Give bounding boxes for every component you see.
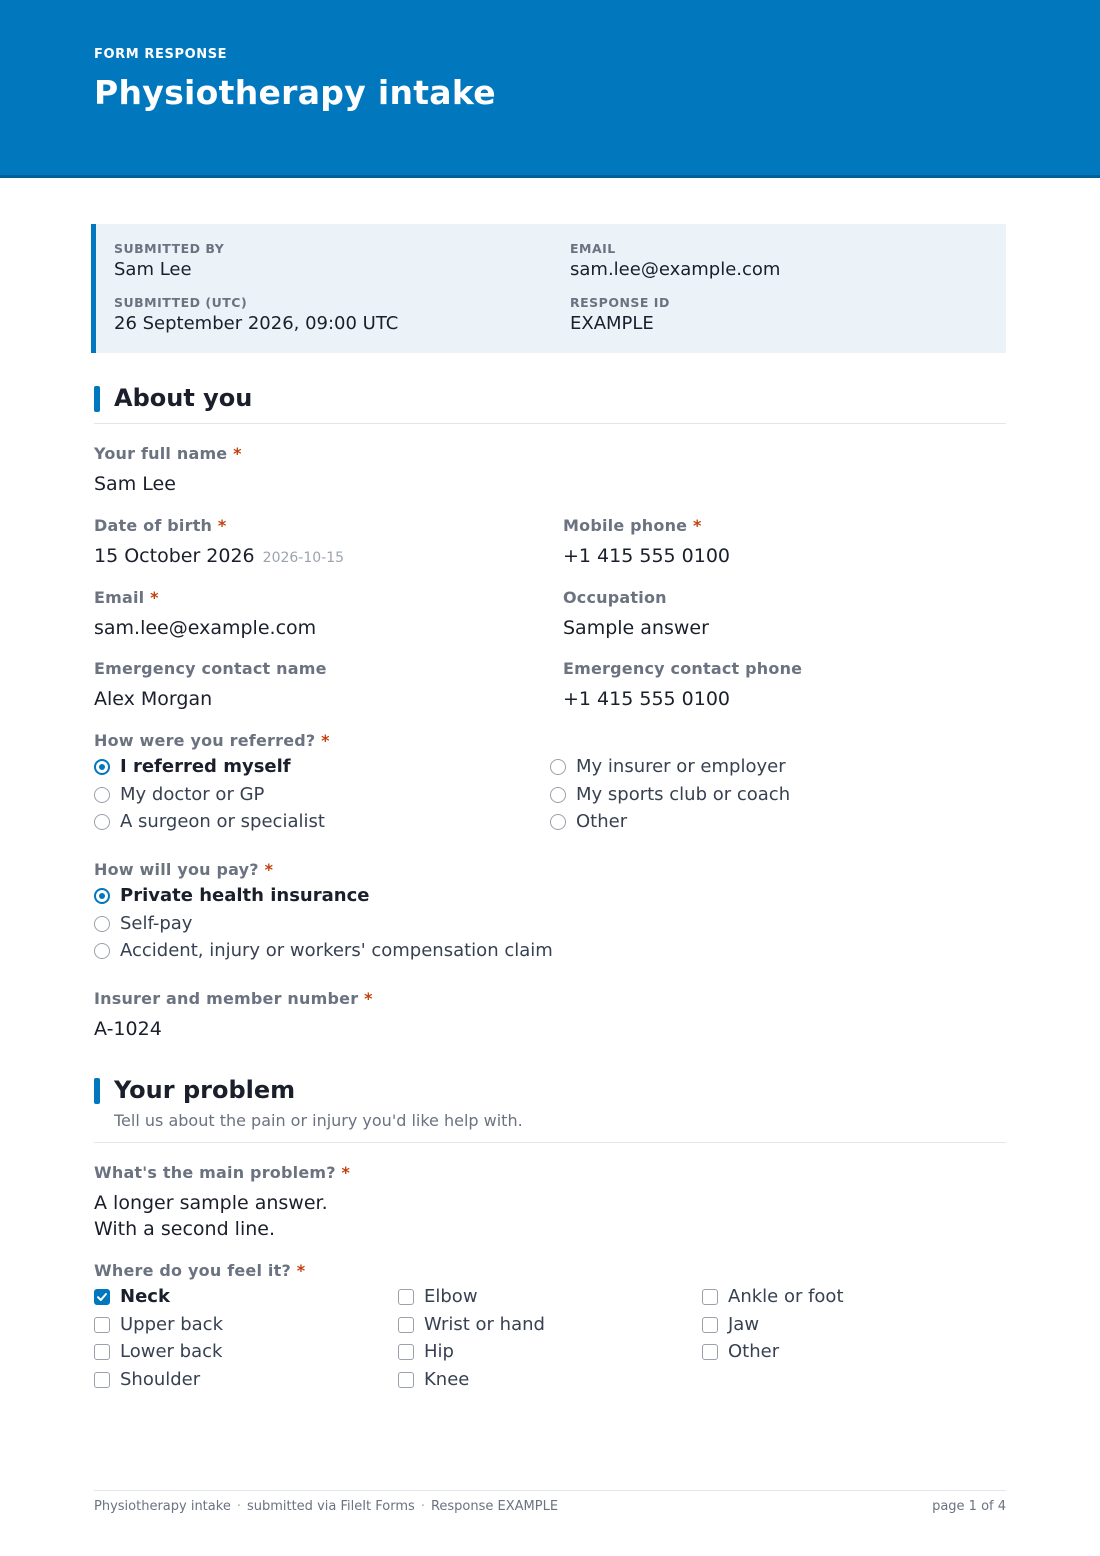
field-label: Emergency contact name — [94, 659, 327, 678]
checkbox-empty-icon — [398, 1289, 414, 1305]
meta-value: 26 September 2026, 09:00 UTC — [114, 313, 399, 334]
submission-meta-panel — [91, 224, 1006, 353]
checkbox-empty-icon — [398, 1372, 414, 1388]
checkbox-option-neck[interactable]: Neck — [94, 1286, 170, 1307]
field-label: Occupation — [563, 588, 667, 607]
section-title: About you — [114, 384, 253, 412]
field-pain-location — [94, 1261, 305, 1280]
separator-dot: · — [236, 1499, 241, 1514]
field-label: Email * — [94, 588, 159, 607]
footer-form-name: Physiotherapy intake — [94, 1499, 231, 1514]
section-description: Tell us about the pain or injury you'd like help with. — [114, 1111, 523, 1130]
meta-label: SUBMITTED BY — [114, 241, 225, 256]
field-label: How will you pay? * — [94, 860, 274, 879]
checkbox-checked-icon — [94, 1289, 110, 1305]
required-marker: * — [321, 731, 330, 750]
field-value: sam.lee@example.com — [94, 617, 317, 639]
required-marker: * — [341, 1163, 351, 1182]
meta-label: RESPONSE ID — [570, 295, 670, 310]
field-email — [94, 588, 316, 641]
checkbox-option-elbow[interactable]: Elbow — [398, 1286, 478, 1307]
field-emergency-contact-name — [94, 659, 327, 712]
meta-value: sam.lee@example.com — [570, 259, 781, 280]
field-value: Sample answer — [563, 617, 709, 639]
meta-response-id — [570, 295, 670, 334]
section-accent-bar — [94, 386, 100, 412]
required-marker: * — [296, 1261, 306, 1280]
header-eyebrow: FORM RESPONSE — [94, 47, 228, 62]
radio-selected-icon — [94, 759, 110, 775]
meta-submitted-utc — [114, 295, 398, 334]
field-occupation — [563, 588, 709, 641]
field-value: A-1024 — [94, 1018, 162, 1040]
footer-via: submitted via FileIt Forms — [246, 1499, 415, 1514]
radio-option-sports-club[interactable]: My sports club or coach — [550, 784, 790, 805]
section-title: Your problem — [114, 1076, 296, 1104]
field-mobile-phone — [563, 516, 730, 569]
radio-empty-icon — [550, 787, 566, 803]
checkbox-option-ankle-foot[interactable]: Ankle or foot — [702, 1286, 844, 1307]
meta-value: Sam Lee — [114, 259, 192, 280]
meta-submitted-by — [114, 241, 224, 280]
radio-empty-icon — [94, 787, 110, 803]
radio-selected-icon — [94, 888, 110, 904]
page-header — [0, 0, 1100, 178]
field-full-name — [94, 444, 242, 497]
field-label: Date of birth * — [94, 516, 227, 535]
radio-option-doctor-gp[interactable]: My doctor or GP — [94, 784, 264, 805]
page-footer — [94, 1490, 1006, 1514]
checkbox-empty-icon — [702, 1289, 718, 1305]
required-marker: * — [233, 444, 242, 463]
radio-option-other[interactable]: Other — [550, 811, 627, 832]
meta-label: SUBMITTED (UTC) — [114, 295, 248, 310]
checkbox-option-wrist-hand[interactable]: Wrist or hand — [398, 1314, 545, 1335]
meta-email — [570, 241, 780, 280]
field-payment-method — [94, 860, 273, 879]
field-main-problem — [94, 1163, 350, 1242]
radio-empty-icon — [94, 814, 110, 830]
checkbox-empty-icon — [94, 1372, 110, 1388]
footer-left — [94, 1499, 558, 1514]
separator-dot: · — [420, 1499, 425, 1514]
radio-empty-icon — [550, 814, 566, 830]
checkbox-option-knee[interactable]: Knee — [398, 1369, 469, 1390]
field-label: Mobile phone * — [563, 516, 702, 535]
radio-option-surgeon[interactable]: A surgeon or specialist — [94, 811, 325, 832]
radio-option-private-insurance[interactable]: Private health insurance — [94, 885, 369, 906]
checkbox-option-hip[interactable]: Hip — [398, 1341, 454, 1362]
field-value: +1 415 555 0100 — [563, 545, 731, 567]
checkbox-option-upper-back[interactable]: Upper back — [94, 1314, 223, 1335]
required-marker: * — [693, 516, 702, 535]
page-number: page 1 of 4 — [932, 1499, 1006, 1514]
section-about-you — [94, 384, 1006, 424]
checkbox-empty-icon — [94, 1344, 110, 1360]
checkbox-empty-icon — [702, 1344, 718, 1360]
field-value: +1 415 555 0100 — [563, 688, 731, 710]
radio-option-referred-myself[interactable]: I referred myself — [94, 756, 291, 777]
checkbox-option-shoulder[interactable]: Shoulder — [94, 1369, 200, 1390]
radio-option-self-pay[interactable]: Self-pay — [94, 913, 192, 934]
field-insurer-member-number — [94, 989, 373, 1042]
section-your-problem — [94, 1076, 1006, 1143]
radio-option-accident-claim[interactable]: Accident, injury or workers' compensation claim — [94, 940, 553, 961]
field-value: Alex Morgan — [94, 688, 213, 710]
field-label: Your full name * — [94, 444, 242, 463]
required-marker: * — [150, 588, 159, 607]
answer-line: With a second line. — [94, 1218, 275, 1240]
field-label: How were you referred? * — [94, 731, 330, 750]
field-value: Sam Lee — [94, 473, 176, 495]
field-emergency-contact-phone — [563, 659, 802, 712]
radio-empty-icon — [94, 943, 110, 959]
answer-line: A longer sample answer. — [94, 1192, 328, 1214]
page-title: Physiotherapy intake — [94, 73, 496, 112]
field-label: What's the main problem? * — [94, 1163, 351, 1182]
required-marker: * — [217, 516, 227, 535]
meta-value: EXAMPLE — [570, 313, 654, 334]
meta-label: EMAIL — [570, 241, 616, 256]
checkbox-option-lower-back[interactable]: Lower back — [94, 1341, 222, 1362]
radio-empty-icon — [550, 759, 566, 775]
field-value: 15 October 2026 2026-10-15 — [94, 545, 345, 567]
checkbox-option-other[interactable]: Other — [702, 1341, 779, 1362]
checkbox-empty-icon — [702, 1317, 718, 1333]
field-date-of-birth — [94, 516, 344, 571]
checkbox-option-jaw[interactable]: Jaw — [702, 1314, 759, 1335]
checkbox-empty-icon — [398, 1344, 414, 1360]
field-referral-source — [94, 731, 330, 750]
iso-date-hint: 2026-10-15 — [262, 550, 345, 566]
field-label: Insurer and member number * — [94, 989, 373, 1008]
section-accent-bar — [94, 1078, 100, 1104]
radio-option-insurer-employer[interactable]: My insurer or employer — [550, 756, 786, 777]
footer-response: Response EXAMPLE — [430, 1499, 559, 1514]
radio-empty-icon — [94, 916, 110, 932]
required-marker: * — [264, 860, 274, 879]
checkbox-empty-icon — [398, 1317, 414, 1333]
field-label: Where do you feel it? * — [94, 1261, 306, 1280]
field-label: Emergency contact phone — [563, 659, 803, 678]
required-marker: * — [364, 989, 373, 1008]
field-value — [94, 1190, 350, 1242]
checkbox-empty-icon — [94, 1317, 110, 1333]
